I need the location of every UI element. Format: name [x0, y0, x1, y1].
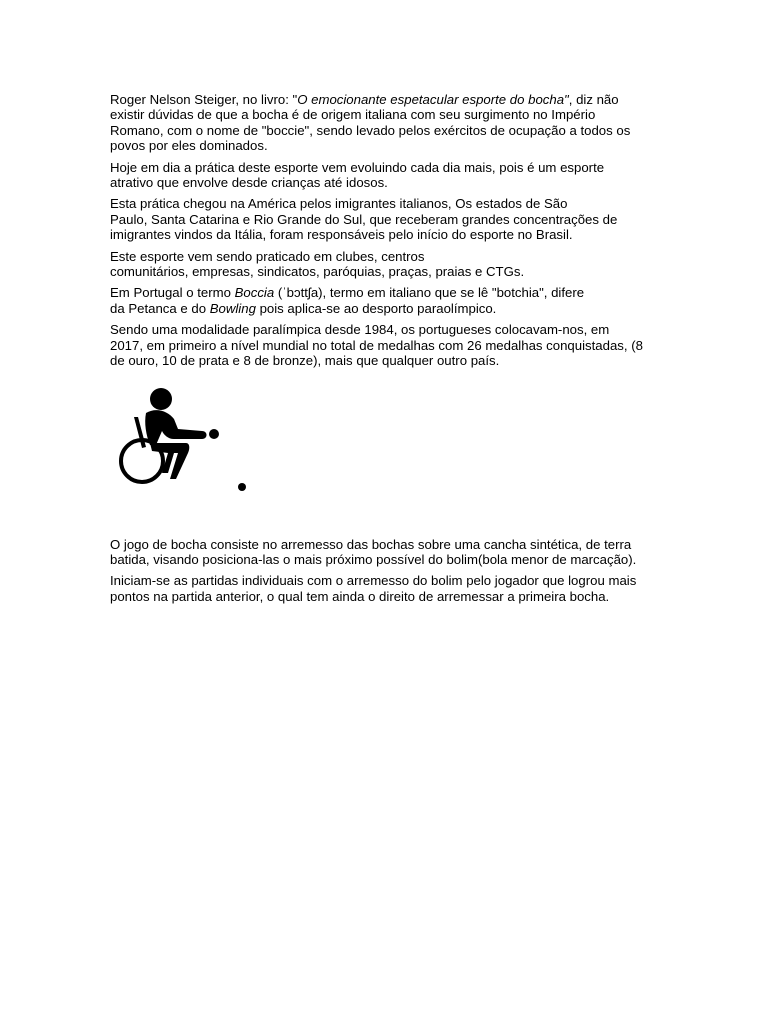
book-title-italic: O emocionante espetacular esporte do bocha" — [297, 92, 569, 107]
paragraph-line: existir dúvidas de que a bocha é de origem italiana com seu surgimento no Império — [110, 107, 596, 123]
paragraph-line — [110, 301, 662, 316]
text-run: (ˈbɔttʃa), termo em italiano que se lê "botchia", difere — [274, 285, 585, 301]
paragraph-america — [110, 196, 662, 242]
boccia-wheelchair-athlete-icon — [116, 387, 256, 499]
paragraph-line: Iniciam-se as partidas individuais com o arremesso do bolim pelo jogador que logrou mais — [110, 573, 637, 589]
paragraph-paralympic — [110, 322, 662, 368]
paragraph-line: Paulo, Santa Catarina e Rio Grande do Sul, que receberam grandes concentrações de — [110, 211, 618, 227]
term-italic: Boccia — [234, 285, 275, 301]
paragraph-origin — [110, 92, 662, 154]
jack-ball — [238, 483, 246, 491]
text-run: , diz não — [568, 92, 619, 107]
ball-in-hand — [209, 429, 219, 439]
paragraph-start — [110, 573, 662, 604]
athlete-head — [150, 388, 172, 410]
paragraph-line: Romano, com o nome de "boccie", sendo levado pelos exércitos de ocupação a todos os — [110, 122, 631, 138]
paragraph-game — [110, 537, 662, 568]
text-run: pois aplica-se ao desporto paraolímpico. — [255, 300, 497, 316]
paragraph-line: de ouro, 10 de prata e 8 de bronze), mais que qualquer outro país. — [110, 353, 500, 369]
paragraph-line: pontos na partida anterior, o qual tem ainda o direito de arremessar a primeira bocha. — [110, 588, 610, 604]
paragraph-line: O jogo de bocha consiste no arremesso das bochas sobre uma cancha sintética, de terra — [110, 536, 632, 552]
paragraph-line: imigrantes vindos da Itália, foram responsáveis pelo início do esporte no Brasil. — [110, 227, 573, 243]
paragraph-line: comunitários, empresas, sindicatos, paróquias, praças, praias e CTGs. — [110, 264, 525, 280]
paragraph-line: Esta prática chegou na América pelos imigrantes italianos, Os estados de São — [110, 196, 568, 212]
paragraph-line: 2017, em primeiro a nível mundial no total de medalhas com 26 medalhas conquistadas, (8 — [110, 337, 643, 353]
paragraph-today — [110, 160, 662, 191]
paragraph-line: Este esporte vem sendo praticado em clubes, centros — [110, 248, 425, 264]
boccia-pictogram — [110, 387, 662, 515]
text-run: da Petanca e do — [110, 300, 210, 316]
paragraph-line — [110, 92, 662, 107]
paragraph-line: Hoje em dia a prática deste esporte vem evoluindo cada dia mais, pois é um esporte — [110, 159, 605, 175]
paragraph-line — [110, 285, 662, 300]
paragraph-line: povos por eles dominados. — [110, 138, 268, 154]
text-run: Roger Nelson Steiger, no livro: " — [110, 92, 298, 107]
paragraph-line: atrativo que envolve desde crianças até idosos. — [110, 175, 388, 191]
athlete-torso — [145, 410, 206, 445]
text-run: Em Portugal o termo — [110, 285, 235, 301]
term-italic: Bowling — [209, 300, 256, 316]
paragraph-portugal — [110, 285, 662, 316]
document-body — [110, 92, 662, 610]
wheelchair-backrest — [134, 417, 146, 448]
athlete-legs — [150, 443, 189, 479]
paragraph-line: Sendo uma modalidade paralímpica desde 1984, os portugueses colocavam-nos, em — [110, 322, 610, 338]
paragraph-venues — [110, 249, 662, 280]
paragraph-line: batida, visando posiciona-las o mais próximo possível do bolim(bola menor de marcação). — [110, 551, 637, 567]
